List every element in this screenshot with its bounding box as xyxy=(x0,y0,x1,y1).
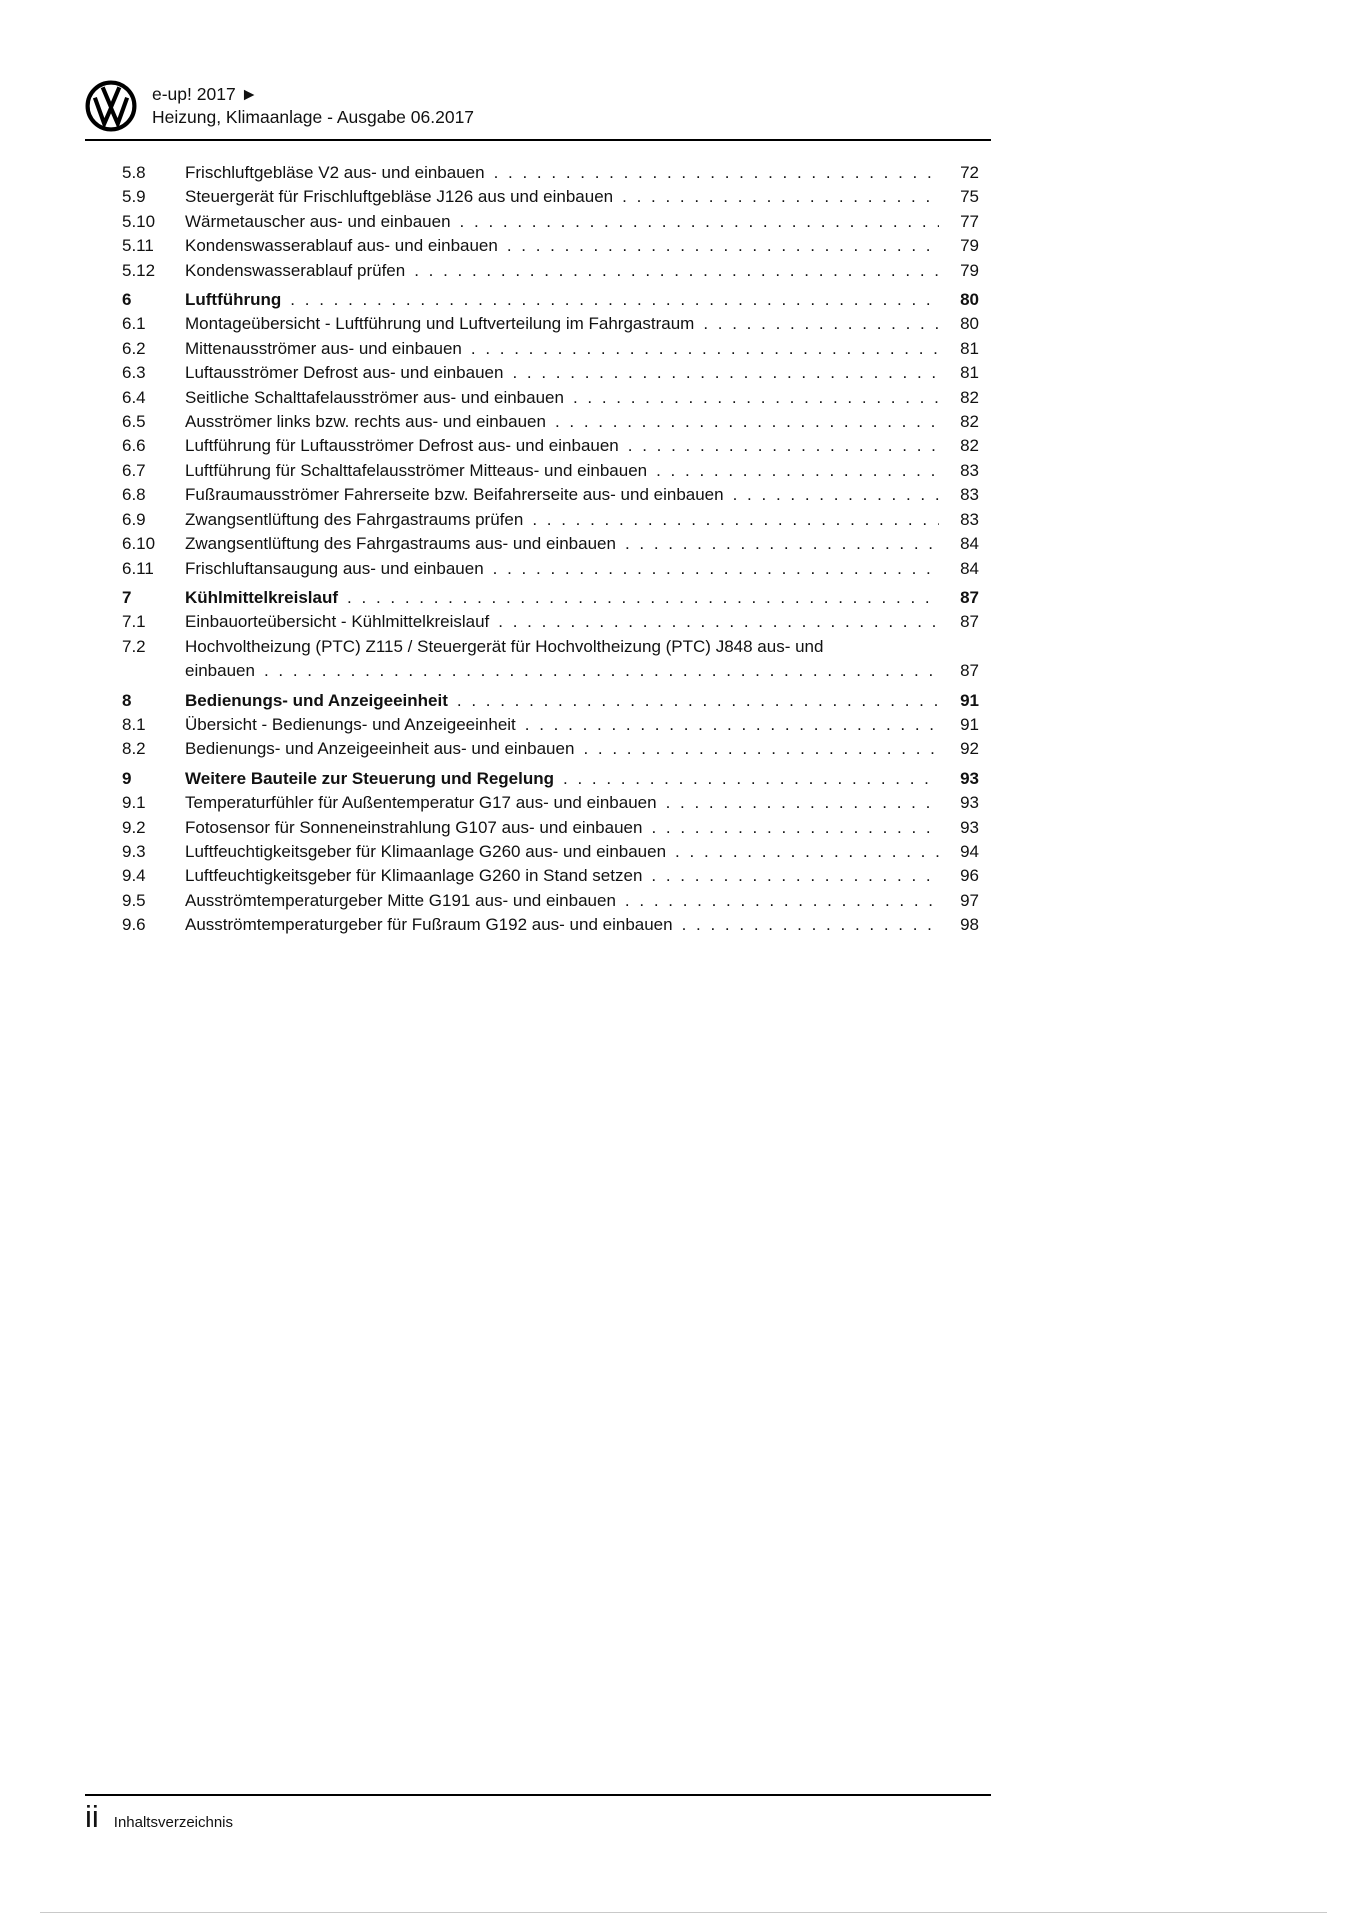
toc-entry-page: 84 xyxy=(960,534,979,554)
toc-entry xyxy=(122,713,979,737)
toc-entry-lines xyxy=(185,361,979,385)
toc-entry xyxy=(122,483,979,507)
toc-entry-title: einbauen xyxy=(185,661,255,681)
toc-entry-last-line xyxy=(185,889,979,913)
toc-entry-title: Kondenswasserablauf prüfen xyxy=(185,260,406,280)
toc-entry-last-line xyxy=(185,483,979,507)
toc-entry-last-line xyxy=(185,459,979,483)
dot-leader xyxy=(471,337,939,361)
toc-entry-lines xyxy=(185,840,979,864)
dot-leader xyxy=(628,434,939,458)
toc-entry xyxy=(122,361,979,385)
toc-entry-page: 93 xyxy=(960,793,979,813)
dot-leader xyxy=(666,791,939,815)
toc-entry xyxy=(122,689,979,713)
toc-entry-title: Seitliche Schalttafelausströmer aus- und einbauen xyxy=(185,387,564,407)
toc-entry-number: 6.9 xyxy=(122,509,146,529)
toc-entry-title: Bedienungs- und Anzeigeeinheit xyxy=(185,690,448,710)
toc-entry-title: Luftführung xyxy=(185,290,282,310)
toc-entry-last-line xyxy=(185,557,979,581)
dot-leader xyxy=(656,459,939,483)
toc-entry xyxy=(122,610,979,634)
footer-line xyxy=(85,1801,991,1834)
toc-entry-title: Bedienungs- und Anzeigeeinheit aus- und einbauen xyxy=(185,739,575,759)
toc-entry-number: 9.1 xyxy=(122,793,146,813)
toc-entry-page: 81 xyxy=(960,338,979,358)
toc-entry-number: 6.3 xyxy=(122,363,146,383)
toc-entry-last-line xyxy=(185,532,979,556)
dot-leader xyxy=(583,737,939,761)
toc-entry-number: 9.4 xyxy=(122,866,146,886)
toc-entry xyxy=(122,185,979,209)
toc-entry-last-line xyxy=(185,386,979,410)
toc-entry-page: 72 xyxy=(960,163,979,182)
toc-entry-lines xyxy=(185,635,979,684)
toc-entry-last-line xyxy=(185,610,979,634)
dot-leader xyxy=(494,161,939,185)
toc-entry-lines xyxy=(185,586,979,610)
dot-leader xyxy=(703,312,939,336)
toc-entry-number: 8.2 xyxy=(122,739,146,759)
toc-entry-lines xyxy=(185,459,979,483)
toc-entry-lines xyxy=(185,185,979,209)
toc-entry-lines xyxy=(185,337,979,361)
toc-entry-number: 6.5 xyxy=(122,412,146,432)
toc-entry-last-line xyxy=(185,161,979,185)
toc-entry-last-line xyxy=(185,913,979,937)
toc-entry xyxy=(122,312,979,336)
toc-entry-page: 79 xyxy=(960,260,979,280)
toc-entry-number: 8 xyxy=(122,690,132,710)
header-model: e-up! 2017 ► xyxy=(152,84,258,104)
vw-logo-icon xyxy=(85,80,137,132)
toc-entry-number: 5.12 xyxy=(122,260,156,280)
toc-entry-lines xyxy=(185,767,979,791)
toc-entry-last-line xyxy=(185,312,979,336)
toc-entry-page: 98 xyxy=(960,915,979,935)
toc-entry-page: 82 xyxy=(960,412,979,432)
toc-entry-number: 9.2 xyxy=(122,817,146,837)
toc-entry-last-line xyxy=(185,508,979,532)
header-subtitle: Heizung, Klimaanlage - Ausgabe 06.2017 xyxy=(152,107,475,127)
toc-entry-last-line xyxy=(185,586,979,610)
toc-entry-last-line xyxy=(185,659,979,683)
dot-leader xyxy=(493,557,939,581)
toc-entry-page: 82 xyxy=(960,436,979,456)
toc-entry xyxy=(122,816,979,840)
toc-entry-last-line xyxy=(185,210,979,234)
toc-entry-number: 6.4 xyxy=(122,387,146,407)
page-content xyxy=(85,0,991,938)
toc-entry-page: 91 xyxy=(960,690,979,710)
toc-entry-title: Luftfeuchtigkeitsgeber für Klimaanlage G260 aus- und einbauen xyxy=(185,841,667,861)
toc-entry-number: 6.2 xyxy=(122,338,146,358)
toc-entry-last-line xyxy=(185,689,979,713)
toc-entry xyxy=(122,557,979,581)
toc-entry-number: 6.11 xyxy=(122,558,154,578)
dot-leader xyxy=(733,483,939,507)
toc-entry xyxy=(122,508,979,532)
toc-entry-title: Fußraumausströmer Fahrerseite bzw. Beifahrerseite aus- und einbauen xyxy=(185,485,724,505)
dot-leader xyxy=(625,532,939,556)
toc-entry-lines xyxy=(185,532,979,556)
toc-entry-number: 5.8 xyxy=(122,163,146,182)
dot-leader xyxy=(498,610,939,634)
toc-entry xyxy=(122,913,979,937)
toc-entry-page: 93 xyxy=(960,817,979,837)
toc-entry-number: 9.5 xyxy=(122,890,146,910)
toc-entry-lines xyxy=(185,259,979,283)
toc-entry-number: 5.9 xyxy=(122,187,146,207)
toc-entry-lines xyxy=(185,610,979,634)
footer-page-number: ii xyxy=(85,1799,99,1834)
toc-entry-number: 9 xyxy=(122,768,132,788)
toc-entry xyxy=(122,434,979,458)
dot-leader xyxy=(460,210,939,234)
toc-entry xyxy=(122,635,979,684)
dot-leader xyxy=(290,288,939,312)
toc-entry-page: 96 xyxy=(960,866,979,886)
dot-leader xyxy=(651,864,939,888)
toc-entry-title: Frischluftgebläse V2 aus- und einbauen xyxy=(185,163,485,182)
toc-entry-title: Ausströmtemperaturgeber Mitte G191 aus- und einbauen xyxy=(185,890,616,910)
toc-entry-title: Wärmetauscher aus- und einbauen xyxy=(185,211,451,231)
toc-entry-page: 81 xyxy=(960,363,979,383)
dot-leader xyxy=(457,689,939,713)
dot-leader xyxy=(651,816,939,840)
toc-entry-number: 8.1 xyxy=(122,714,146,734)
toc-entry xyxy=(122,532,979,556)
toc-entry-lines xyxy=(185,483,979,507)
toc-entry-page: 93 xyxy=(960,768,979,788)
toc-entry-page: 92 xyxy=(960,739,979,759)
toc-entry-last-line xyxy=(185,816,979,840)
toc-entry xyxy=(122,288,979,312)
toc-entry-title: Luftführung für Schalttafelausströmer Mitteaus- und einbauen xyxy=(185,460,648,480)
toc-entry-lines xyxy=(185,210,979,234)
toc-entry-number: 7 xyxy=(122,587,132,607)
toc-entry xyxy=(122,767,979,791)
toc-entry-last-line xyxy=(185,840,979,864)
toc-entry-title: Übersicht - Bedienungs- und Anzeigeeinheit xyxy=(185,714,516,734)
toc-entry-number: 5.11 xyxy=(122,236,154,256)
toc-entry-number: 6.8 xyxy=(122,485,146,505)
toc-list xyxy=(85,161,991,938)
toc-entry-title: Einbauorteübersicht - Kühlmittelkreislauf xyxy=(185,612,490,632)
toc-entry-page: 82 xyxy=(960,387,979,407)
toc-entry-page: 87 xyxy=(960,587,979,607)
toc-entry-lines xyxy=(185,737,979,761)
toc-entry xyxy=(122,259,979,283)
toc-entry-page: 84 xyxy=(960,558,979,578)
page-footer xyxy=(85,1794,991,1834)
page-header xyxy=(85,0,991,141)
toc-entry-last-line xyxy=(185,737,979,761)
toc-entry-number: 6 xyxy=(122,290,132,310)
toc-entry-page: 97 xyxy=(960,890,979,910)
toc-entry-title: Steuergerät für Frischluftgebläse J126 aus und einbauen xyxy=(185,187,614,207)
toc-entry-page: 94 xyxy=(960,841,979,861)
toc-entry-lines xyxy=(185,913,979,937)
toc-entry-last-line xyxy=(185,361,979,385)
toc-entry-last-line xyxy=(185,288,979,312)
toc-entry-lines xyxy=(185,434,979,458)
toc-entry xyxy=(122,840,979,864)
toc-entry-page: 80 xyxy=(960,314,979,334)
toc-entry-page: 91 xyxy=(960,714,979,734)
dot-leader xyxy=(414,259,939,283)
toc-entry-lines xyxy=(185,288,979,312)
toc-entry-lines xyxy=(185,864,979,888)
toc-entry-title: Frischluftansaugung aus- und einbauen xyxy=(185,558,484,578)
toc-entry-last-line xyxy=(185,337,979,361)
toc-entry-title: Kondenswasserablauf aus- und einbauen xyxy=(185,236,498,256)
dot-leader xyxy=(555,410,939,434)
toc-entry-last-line xyxy=(185,185,979,209)
toc-entry-lines xyxy=(185,557,979,581)
toc-entry-title: Kühlmittelkreislauf xyxy=(185,587,339,607)
dot-leader xyxy=(507,234,939,258)
toc-entry-last-line xyxy=(185,410,979,434)
toc-entry xyxy=(122,337,979,361)
toc-entry xyxy=(122,864,979,888)
toc-entry-page: 83 xyxy=(960,509,979,529)
toc-entry-lines xyxy=(185,889,979,913)
toc-entry-title: Montageübersicht - Luftführung und Luftverteilung im Fahrgastraum xyxy=(185,314,695,334)
dot-leader xyxy=(573,386,939,410)
toc-entry xyxy=(122,791,979,815)
toc-entry xyxy=(122,161,979,185)
toc-entry-lines xyxy=(185,508,979,532)
header-top xyxy=(85,80,991,132)
dot-leader xyxy=(512,361,939,385)
toc-entry-last-line xyxy=(185,234,979,258)
toc-entry-number: 6.6 xyxy=(122,436,146,456)
toc-entry-lines xyxy=(185,234,979,258)
toc-entry xyxy=(122,234,979,258)
header-text xyxy=(152,80,474,129)
toc-entry-number: 6.7 xyxy=(122,460,146,480)
toc-entry-title: Weitere Bauteile zur Steuerung und Regelung xyxy=(185,768,555,788)
toc-entry-lines xyxy=(185,816,979,840)
toc-entry-lines xyxy=(185,713,979,737)
toc-entry-page: 79 xyxy=(960,236,979,256)
toc-entry-title: Zwangsentlüftung des Fahrgastraums aus- und einbauen xyxy=(185,534,616,554)
dot-leader xyxy=(264,659,939,683)
dot-leader xyxy=(682,913,939,937)
toc-entry-title: Luftausströmer Defrost aus- und einbauen xyxy=(185,363,504,383)
toc-entry-page: 77 xyxy=(960,211,979,231)
dot-leader xyxy=(675,840,939,864)
toc-entry-page: 83 xyxy=(960,485,979,505)
toc-entry xyxy=(122,210,979,234)
toc-entry-title: Luftfeuchtigkeitsgeber für Klimaanlage G260 in Stand setzen xyxy=(185,866,643,886)
toc-entry-lines xyxy=(185,410,979,434)
scan-edge-line xyxy=(40,1912,1327,1913)
toc-entry-number: 7.1 xyxy=(122,612,146,632)
toc-entry-lines xyxy=(185,312,979,336)
dot-leader xyxy=(622,185,939,209)
toc-entry-lines xyxy=(185,386,979,410)
dot-leader xyxy=(625,889,939,913)
toc-entry xyxy=(122,459,979,483)
toc-entry-title: Temperaturfühler für Außentemperatur G17 aus- und einbauen xyxy=(185,793,657,813)
toc-entry-last-line xyxy=(185,767,979,791)
header-divider xyxy=(85,139,991,141)
toc-entry-title: Mittenausströmer aus- und einbauen xyxy=(185,338,462,358)
dot-leader xyxy=(563,767,939,791)
toc-entry-number: 5.10 xyxy=(122,211,156,231)
toc-entry-lines xyxy=(185,161,979,185)
toc-entry-number: 6.10 xyxy=(122,534,156,554)
dot-leader xyxy=(525,713,939,737)
toc-entry-number: 9.6 xyxy=(122,915,146,935)
toc-entry-number: 9.3 xyxy=(122,841,146,861)
toc-entry xyxy=(122,737,979,761)
toc-entry-title: Zwangsentlüftung des Fahrgastraums prüfen xyxy=(185,509,524,529)
toc-entry-page: 75 xyxy=(960,187,979,207)
toc-entry-title: Luftführung für Luftausströmer Defrost aus- und einbauen xyxy=(185,436,619,456)
toc-entry-last-line xyxy=(185,864,979,888)
toc-entry-last-line xyxy=(185,791,979,815)
toc-entry-line: Hochvoltheizung (PTC) Z115 / Steuergerät für Hochvoltheizung (PTC) J848 aus- und xyxy=(185,636,824,656)
dot-leader xyxy=(532,508,939,532)
toc-entry-page: 87 xyxy=(960,661,979,681)
toc-entry-last-line xyxy=(185,434,979,458)
toc-entry xyxy=(122,386,979,410)
toc-entry-title: Fotosensor für Sonneneinstrahlung G107 aus- und einbauen xyxy=(185,817,643,837)
toc-entry xyxy=(122,586,979,610)
toc-entry-last-line xyxy=(185,713,979,737)
toc-entry xyxy=(122,889,979,913)
toc-entry-title: Ausströmtemperaturgeber für Fußraum G192 aus- und einbauen xyxy=(185,915,673,935)
toc-entry-page: 83 xyxy=(960,460,979,480)
toc-entry-number: 7.2 xyxy=(122,636,146,656)
toc-entry xyxy=(122,410,979,434)
toc-entry-lines xyxy=(185,689,979,713)
toc-entry-last-line xyxy=(185,259,979,283)
dot-leader xyxy=(347,586,939,610)
toc-entry-lines xyxy=(185,791,979,815)
toc-entry-page: 87 xyxy=(960,612,979,632)
toc-entry-title: Ausströmer links bzw. rechts aus- und einbauen xyxy=(185,412,546,432)
footer-divider xyxy=(85,1794,991,1796)
toc-entry-page: 80 xyxy=(960,290,979,310)
toc-entry-number: 6.1 xyxy=(122,314,146,334)
footer-section-label: Inhaltsverzeichnis xyxy=(113,1814,234,1831)
